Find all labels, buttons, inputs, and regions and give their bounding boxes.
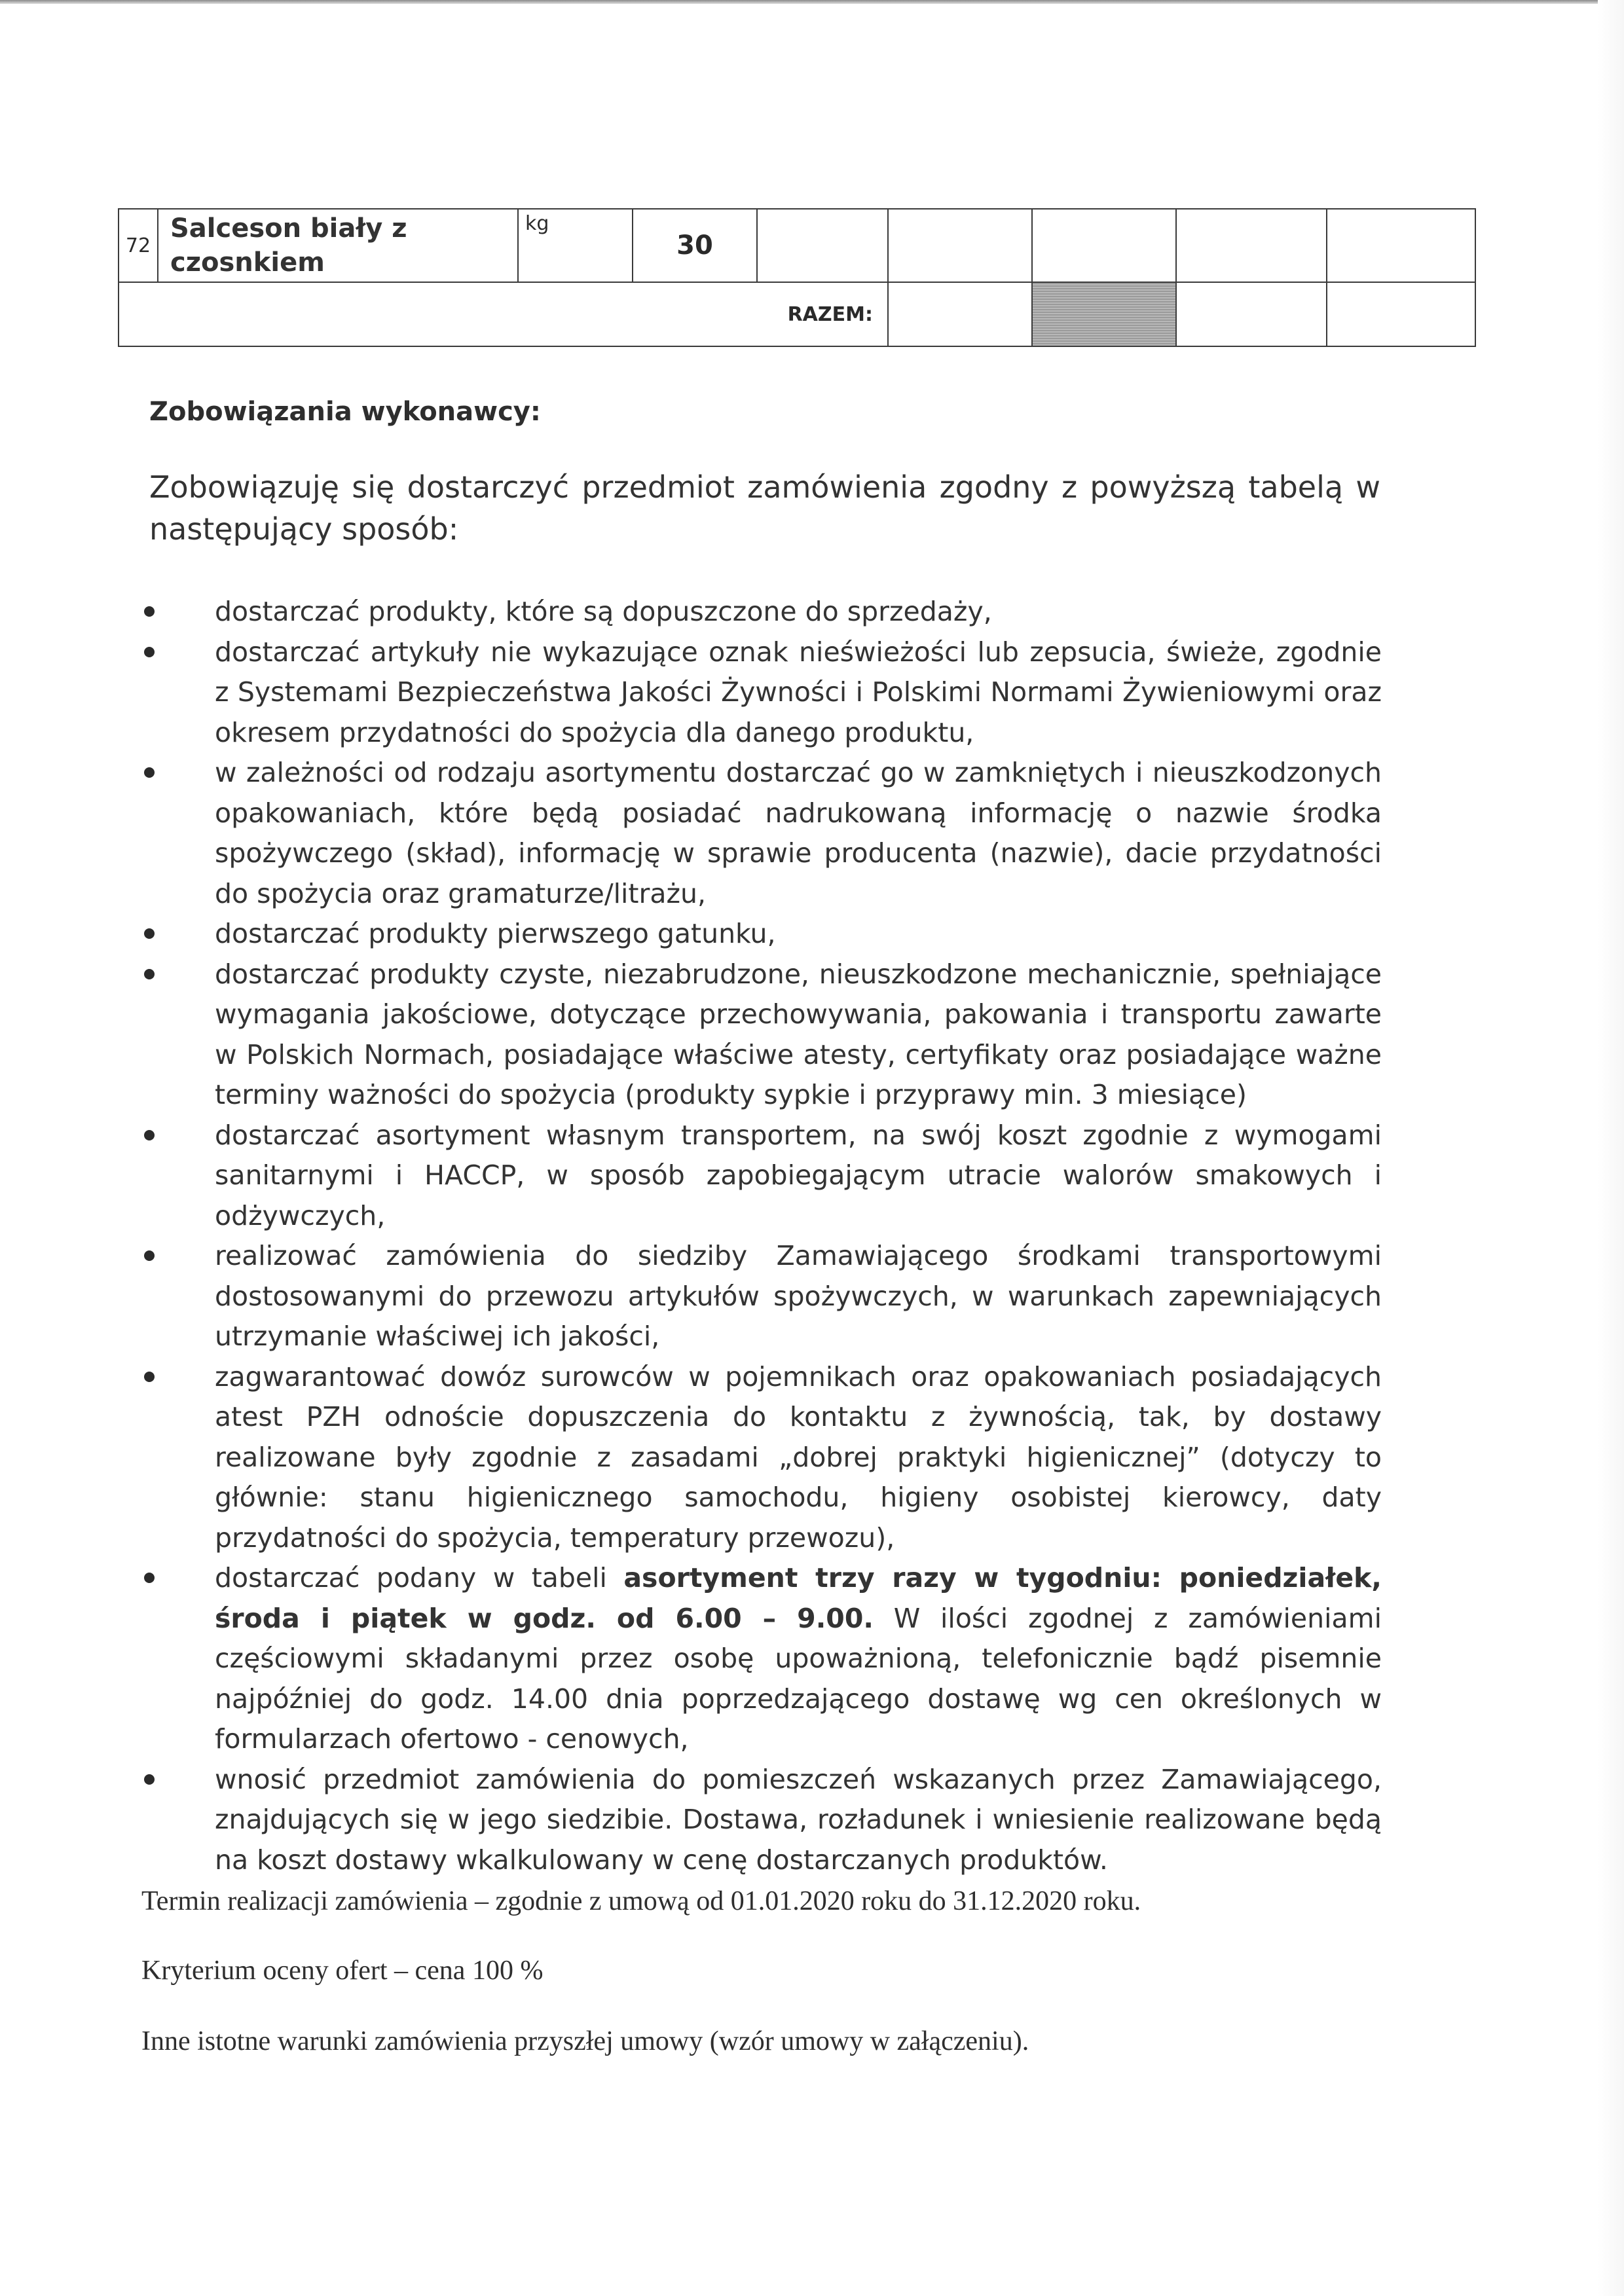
list-item (138, 914, 1382, 955)
bullet-icon (144, 606, 155, 617)
product-name: Salceson biały z czosnkiem (158, 209, 518, 282)
unit: kg (518, 209, 633, 282)
list-item-text: zagwarantować dowóz surowców w pojemnikach oraz opakowaniach posiadających atest PZH odnoście dopuszczenia do kontaktu z żywnością, tak, by dostawy realizowane były zgodnie z zasadami „dobrej praktyki higienicznej” (dotyczy to głównie: stanu higienicznego samochodu, higieny osobistej kierowcy, daty przydatności do spożycia, temperatury przewozu), (215, 1360, 1382, 1554)
bullet-icon (144, 1250, 155, 1261)
list-item-text: W ilości zgodnej z zamówieniami częściowymi składanymi przez osobę upoważnioną, telefonicznie bądź pisemnie najpóźniej do godz. 14.00 dnia poprzedzającego dostawę wg cen określonych w formularzach ofertowo - cenowych, (215, 1602, 1382, 1755)
list-item (138, 592, 1382, 632)
bullet-icon (144, 1130, 155, 1140)
table-row (119, 209, 1475, 282)
quantity: 30 (633, 209, 757, 282)
list-item (138, 1558, 1382, 1760)
bullet-icon (144, 1774, 155, 1785)
list-item-text: dostarczać artykuły nie wykazujące oznak nieświeżości lub zepsucia, świeże, zgodnie z Systemami Bezpieczeństwa Jakości Żywności i Polskimi Normami Żywieniowymi oraz okresem przydatności do spożycia dla danego produktu, (215, 636, 1382, 748)
bullet-icon (144, 647, 155, 657)
total-value-cell (1176, 282, 1327, 346)
bullet-icon (144, 1372, 155, 1382)
list-item-text: dostarczać produkty pierwszego gatunku, (215, 918, 776, 949)
list-item (138, 955, 1382, 1116)
list-item (138, 632, 1382, 754)
list-item-text: dostarczać produkty czyste, niezabrudzone, nieuszkodzone mechanicznie, spełniające wymagania jakościowe, dotyczące przechowywania, pakowania i transportu zawarte w Polskich Normach, posiadające właściwe atesty, certyfikaty oraz posiadające ważne terminy ważności do spożycia (produkty sypkie i przyprawy min. 3 miesiące) (215, 958, 1382, 1110)
bullet-icon (144, 767, 155, 778)
bullet-icon (144, 928, 155, 939)
list-item (138, 1116, 1382, 1237)
delivery-schedule-bold: asortyment trzy razy w tygodniu: poniedziałek, środa i piątek w godz. od 6.00 – 9.00. (215, 1562, 1382, 1634)
list-item-text: wnosić przedmiot zamówienia do pomieszczeń wskazanych przez Zamawiającego, znajdujących się w jego siedzibie. Dostawa, rozładunek i wniesienie realizowane będą na koszt dostawy wkalkulowany w cenę dostarczanych produktów. (215, 1763, 1382, 1876)
row-number: 72 (119, 209, 158, 282)
list-item-text: w zależności od rodzaju asortymentu dostarczać go w zamkniętych i nieuszkodzonych opakowaniach, które będą posiadać nadrukowaną informację o nazwie środka spożywczego (skład), informację w sprawie producenta (nazwie), dacie przydatności do spożycia oraz gramaturze/litrażu, (215, 757, 1382, 909)
section-title: Zobowiązania wykonawcy: (149, 397, 541, 427)
scan-right-edge (1598, 0, 1624, 2296)
products-table (118, 208, 1476, 347)
list-item (138, 1236, 1382, 1357)
shaded-cell (1032, 282, 1176, 346)
list-item-text: dostarczać produkty, które są dopuszczone do sprzedaży, (215, 596, 992, 627)
total-value-cell (888, 282, 1032, 346)
evaluation-criterion: Kryterium oceny ofert – cena 100 % (141, 1956, 544, 1986)
empty-cell (757, 209, 888, 282)
list-item (138, 1357, 1382, 1559)
obligations-list (138, 592, 1382, 1880)
bullet-icon (144, 1573, 155, 1583)
list-item (138, 1760, 1382, 1881)
realization-term: Termin realizacji zamówienia – zgodnie z umową od 01.01.2020 roku do 31.12.2020 roku. (141, 1886, 1141, 1916)
empty-cell (1176, 209, 1327, 282)
list-item-text: dostarczać asortyment własnym transportem, na swój koszt zgodnie z wymogami sanitarnymi i HACCP, w sposób zapobiegającym utracie walorów smakowych i odżywczych, (215, 1119, 1382, 1231)
total-value-cell (1327, 282, 1475, 346)
other-conditions: Inne istotne warunki zamówienia przyszłej umowy (wzór umowy w załączeniu). (141, 2026, 1029, 2056)
list-item (138, 753, 1382, 914)
scan-top-edge (0, 0, 1598, 4)
empty-cell (888, 209, 1032, 282)
total-row (119, 282, 1475, 346)
intro-paragraph: Zobowiązuję się dostarczyć przedmiot zamówienia zgodny z powyższą tabelą w następujący sposób: (149, 469, 1380, 547)
list-item-text: dostarczać podany w tabeli (215, 1562, 624, 1594)
list-item-text: realizować zamówienia do siedziby Zamawiającego środkami transportowymi dostosowanymi do przewozu artykułów spożywczych, w warunkach zapewniających utrzymanie właściwej ich jakości, (215, 1240, 1382, 1352)
bullet-icon (144, 969, 155, 979)
empty-cell (1327, 209, 1475, 282)
total-label: RAZEM: (119, 282, 888, 346)
empty-cell (1032, 209, 1176, 282)
